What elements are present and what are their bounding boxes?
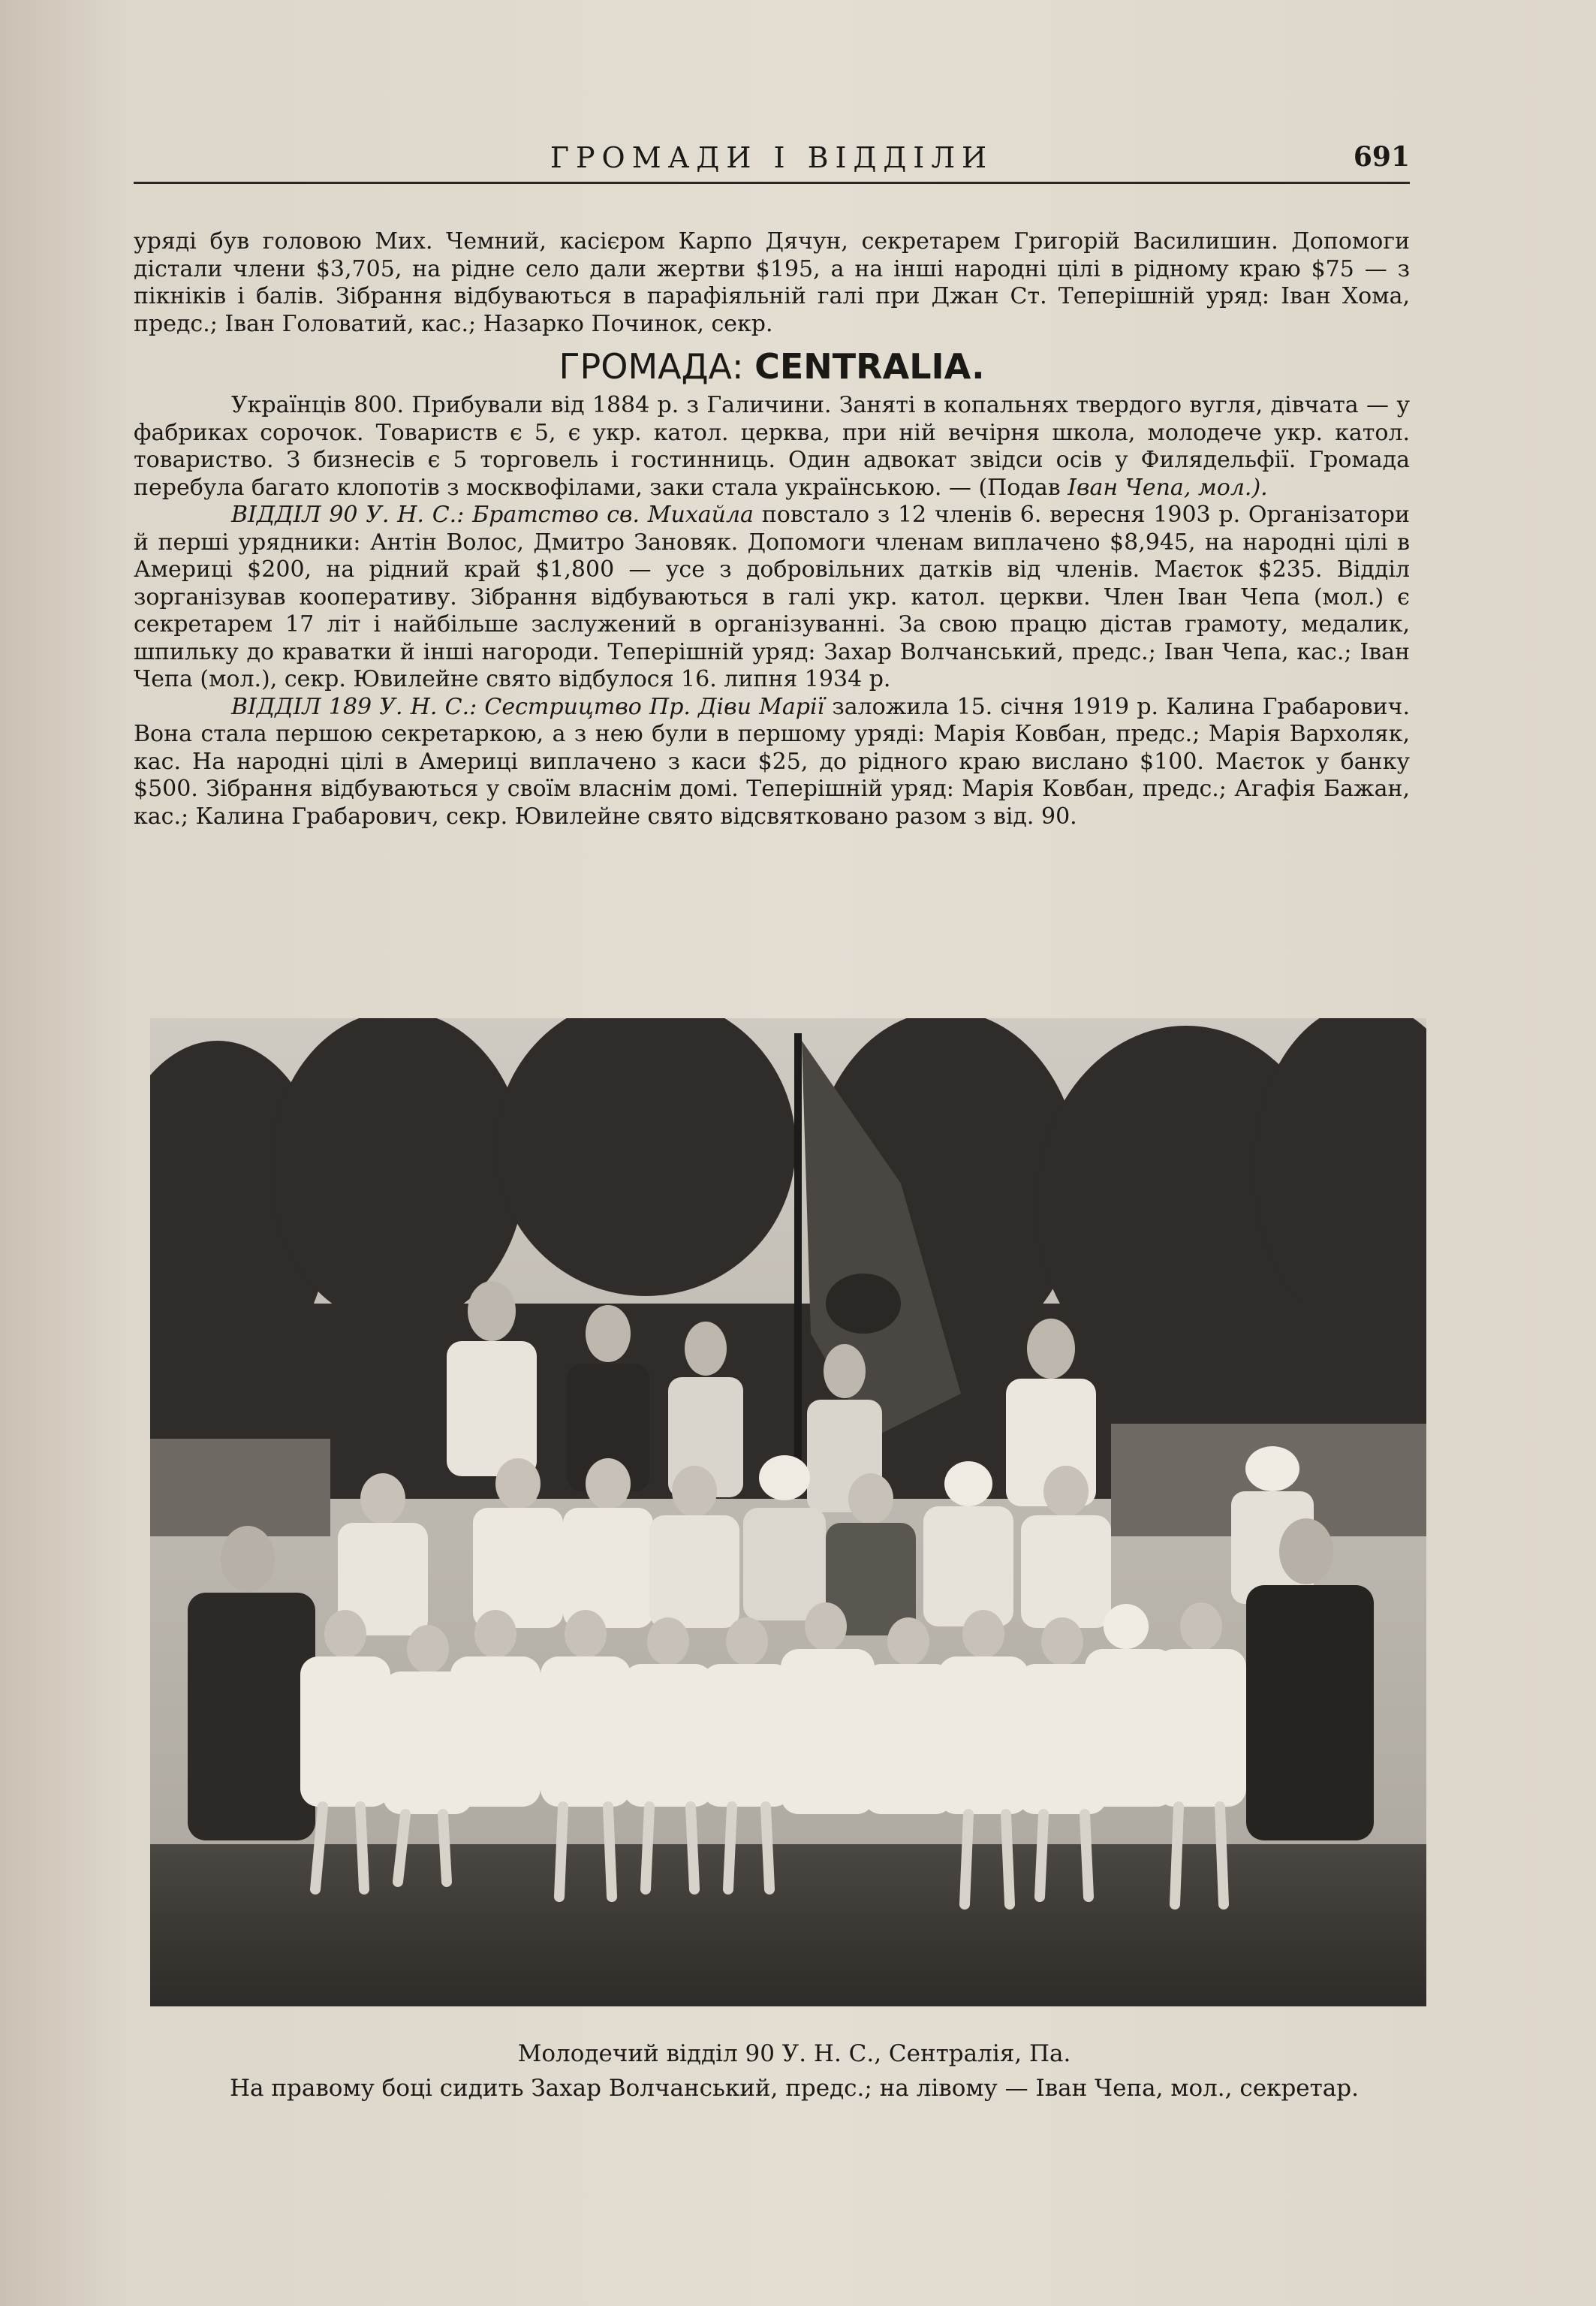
branch-189-paragraph [134,694,1410,831]
page-number: 691 [1353,141,1410,173]
heading-name: CENTRALIA. [754,346,985,387]
branch-90-paragraph [134,502,1410,694]
branch-189-label: ВІДДІЛ 189 У. Н. С.: Сестрицтво Пр. Діви Марії [231,693,825,720]
group-photograph [150,1018,1426,2006]
running-header [134,140,1410,184]
photo-caption [134,2036,1455,2106]
branch-90-label: ВІДДІЛ 90 У. Н. С.: Братство св. Михайла [231,502,754,528]
community-contributor: Іван Чепа, мол.). [1068,474,1268,501]
header-title: ГРОМАДИ І ВІДДІЛИ [550,141,994,174]
branch-189-text: заложила 15. січня 1919 р. Калина Грабарович. Вона стала першою секретаркою, а з нею були в першому уряді: Марія Ковбан, предс.; Марія Вархоляк, кас. На народні цілі в Америці виплачено з каси $25, до рідного краю вислано $100. Маєток у банку $500. Зібрання відбуваються у своїм власнім домі. Теперішній уряд: Марія Ковбан, предс.; Агафія Бажан, кас.; Калина Грабарович, секр. Ювилейне свято відсвятковано разом з від. 90. [134,693,1410,830]
body-text [134,228,1410,830]
caption-line-1: Молодечий відділ 90 У. Н. С., Сентралія, Па. [517,2040,1071,2067]
section-heading [134,342,1410,390]
branch-90-text: повстало з 12 членів 6. вересня 1903 р. Організатори й перші урядники: Антін Волос, Дмитро Зановяк. Допомоги членам виплачено $8,945, на народні цілі в Америці $200, на рідний край $1,800 — усе з добровільних датків від членів. Маєток $235. Відділ зорганізував кооперативу. Зібрання відбуваються в галі укр. катол. церкви. Член Іван Чепа (мол.) є секретарем 17 літ і найбільше заслужений в організуванні. За свою працю дістав грамоту, медалик, шпильку до краватки й інші нагороди. Теперішній уряд: Захар Волчанський, предс.; Іван Чепа, кас.; Іван Чепа (мол.), секр. Ювилейне свято відбулося 16. липня 1934 р. [134,502,1410,692]
heading-prefix: ГРОМАДА: [559,346,755,387]
community-text: Українців 800. Прибували від 1884 р. з Галичини. Заняті в копальнях твердого вугля, дівчата — у фабриках сорочок. Товариств є 5, є укр. катол. церква, при ній вечірня школа, молодече укр. катол. товариство. З бизнесів є 5 торговель і гостинниць. Один адвокат звідси осів у Филядельфії. Громада перебула багато клопотів з москвофілами, заки стала українською. — (Подав [134,392,1410,501]
community-paragraph [134,392,1410,502]
group-photo-illustration [150,1018,1426,2006]
caption-line-2: На правому боці сидить Захар Волчанський, предс.; на лівому — Іван Чепа, мол., секретар. [230,2075,1359,2102]
intro-paragraph: уряді був головою Мих. Чемний, касієром Карпо Дячун, секретарем Григорій Василишин. Допомоги дістали члени $3,705, на рідне село дали жертви $195, а на інші народні цілі в рідному краю $75 — з пікніків і балів. Зібрання відбуваються в парафіяльній галі при Джан Ст. Теперішній уряд: Іван Хома, предс.; Іван Головатий, кас.; Назарко Починок, секр. [134,228,1410,337]
